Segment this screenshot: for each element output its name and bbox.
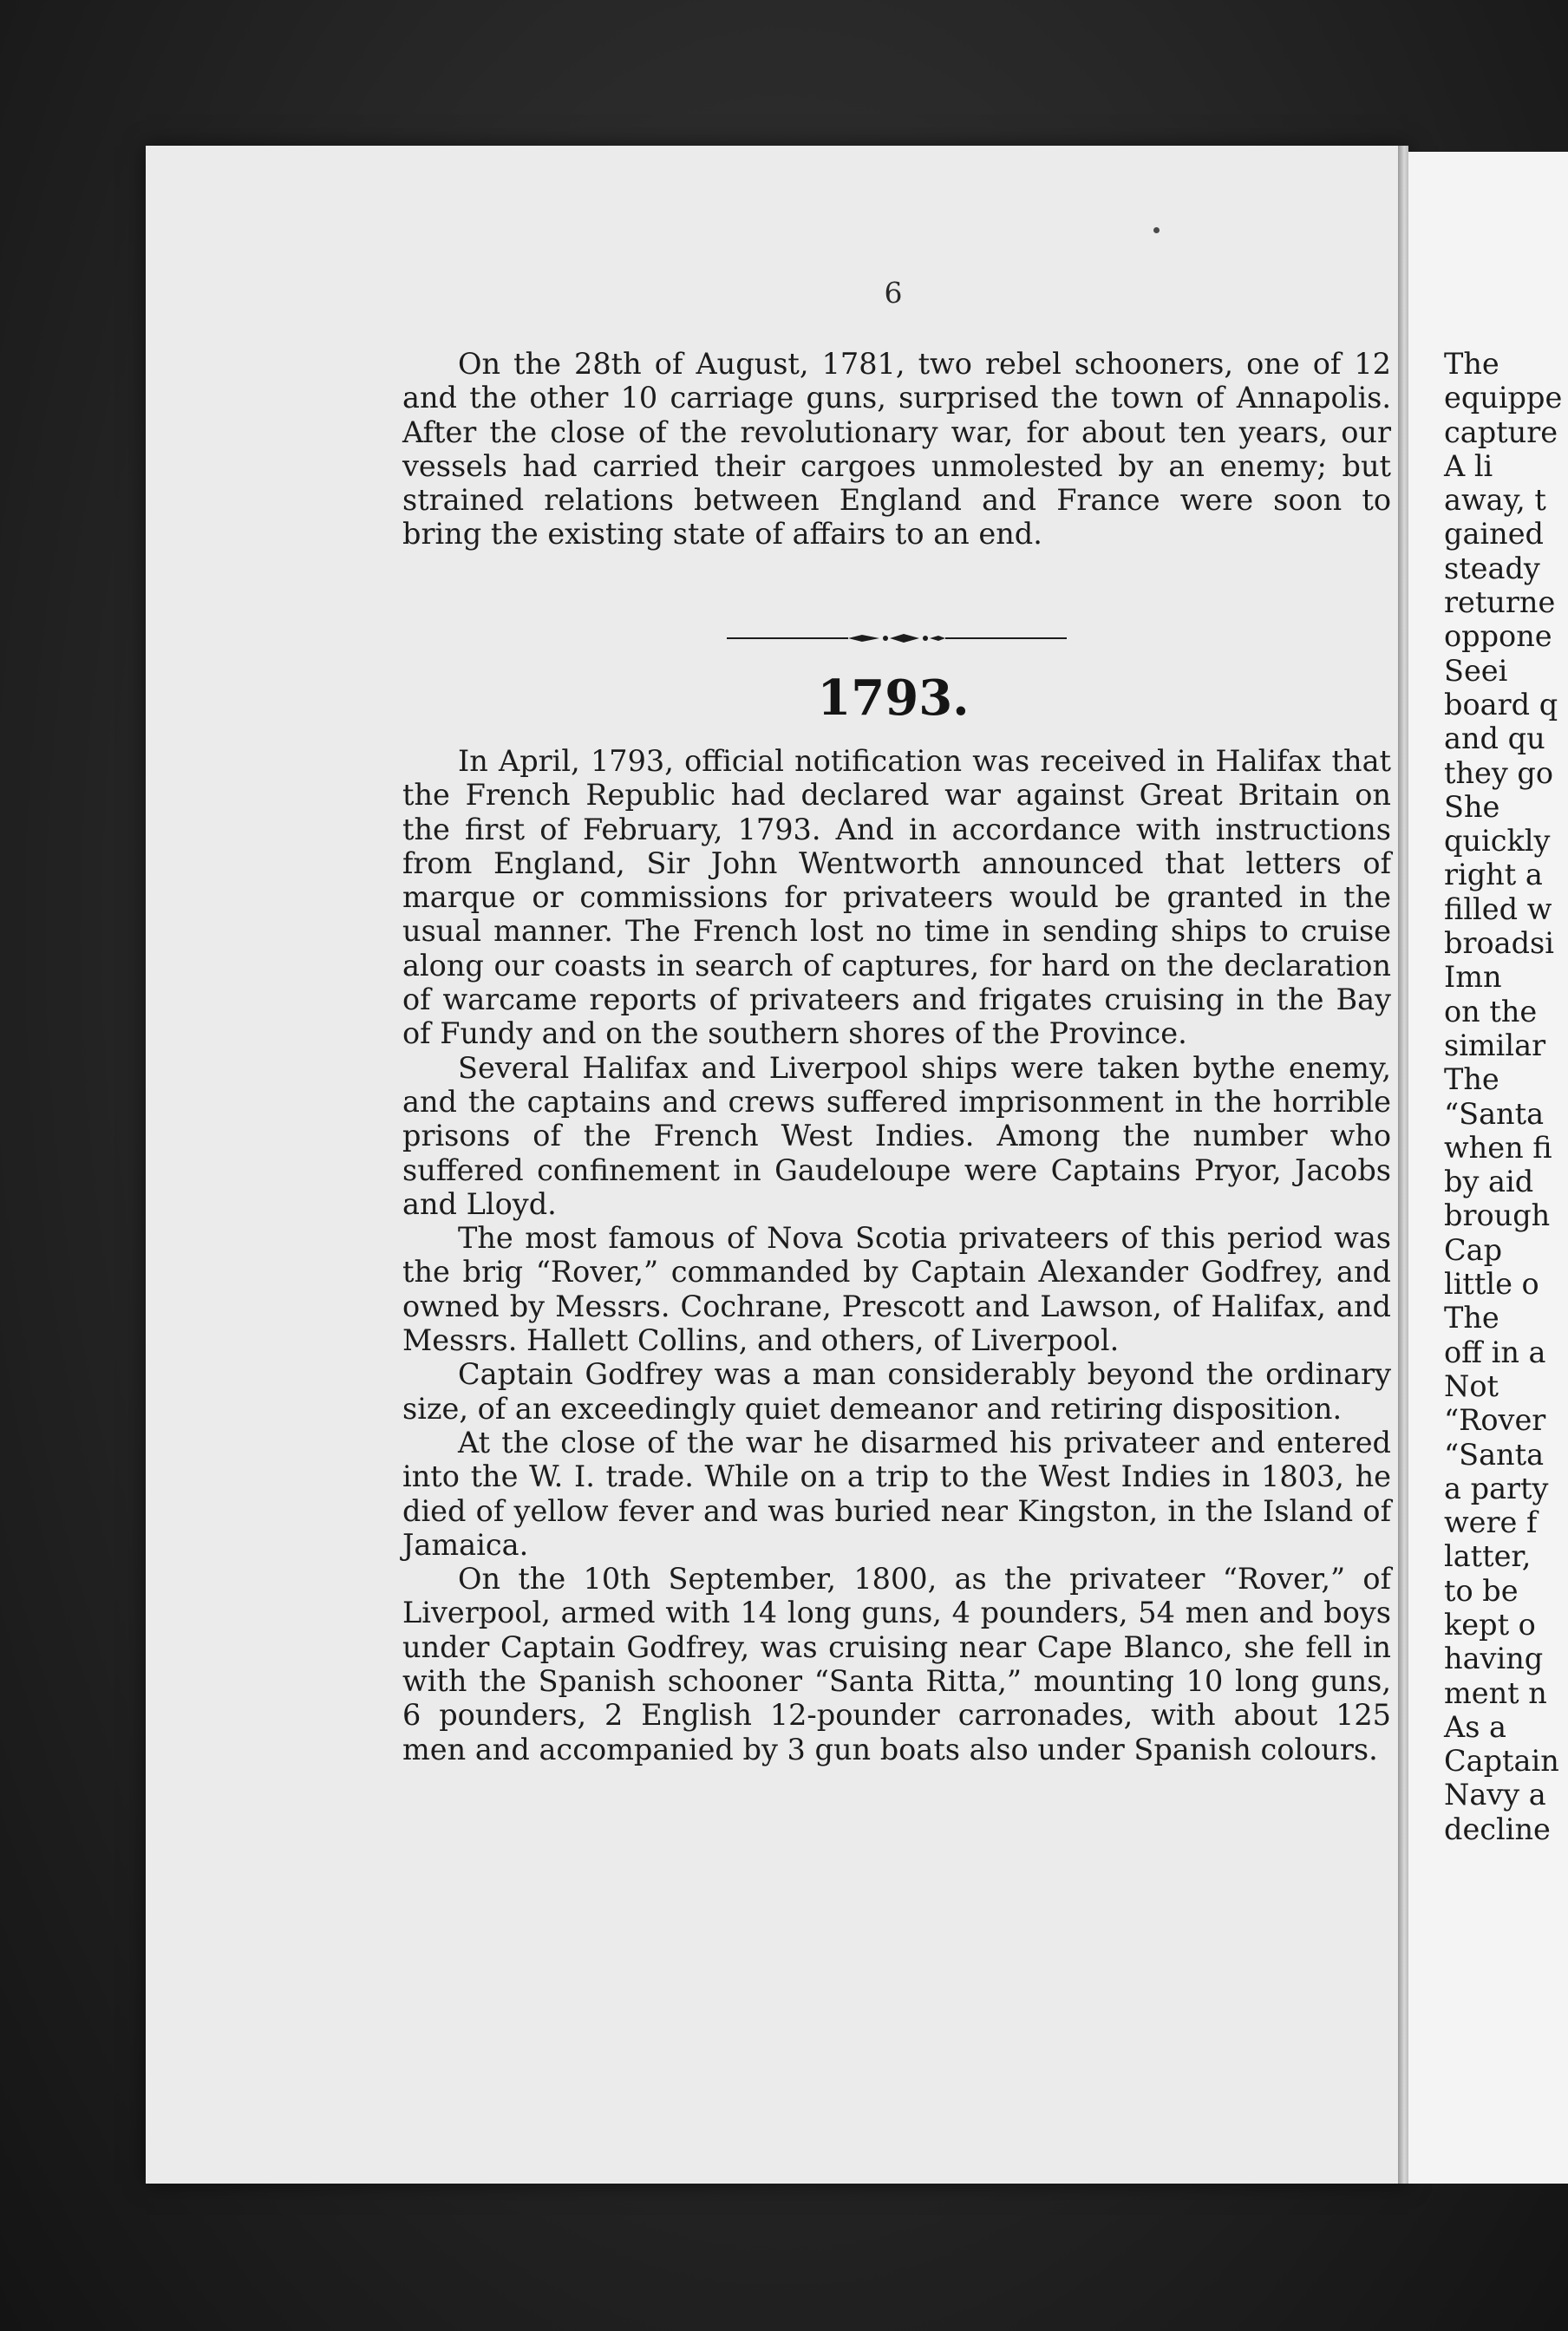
facing-page-text (1444, 347, 1568, 1846)
ink-speck (1153, 227, 1160, 233)
facing-line: Navy a (1444, 1778, 1546, 1812)
facing-line: “Rover (1444, 1403, 1546, 1438)
facing-line: similar (1444, 1028, 1546, 1062)
facing-line: board q (1444, 687, 1558, 722)
intro-text-block (402, 347, 1391, 552)
facing-line: “Santa (1444, 1437, 1545, 1472)
facing-line: She (1444, 789, 1500, 824)
facing-line: filled w (1444, 891, 1552, 926)
facing-line: Seei (1444, 653, 1508, 688)
facing-line: Captain (1444, 1744, 1559, 1779)
facing-line: latter, (1444, 1539, 1532, 1574)
facing-line: A li (1444, 448, 1493, 483)
paragraph: The most famous of Nova Scotia privateers of this period was the brig “Rover,” commanded by Captain Alexander Godfrey, and owned by Messrs. Cochrane, Prescott and Lawson, of Halifax, and Messrs. Hallett Collins, and others, of Liverpool. (402, 1221, 1391, 1358)
body-text-block (402, 744, 1391, 1766)
facing-line: returne (1444, 585, 1556, 620)
facing-line: As a (1444, 1709, 1507, 1744)
facing-line: when fi (1444, 1130, 1552, 1165)
paragraph: In April, 1793, official notification was received in Halifax that the French Republic had declared war against Great Britain on the first of February, 1793. And in accordance with instructions from England, Sir John Wentworth announced that letters of marque or commissions for privateers would be granted in the usual manner. The French lost no time in sending ships to cruise along our coasts in search of captures, for hard on the declaration of warcame reports of privateers and frigates cruising in the Bay of Fundy and on the southern shores of the Province. (402, 744, 1391, 1051)
facing-line: a party (1444, 1471, 1549, 1505)
paragraph: On the 10th September, 1800, as the privateer “Rover,” of Liverpool, armed with 14 long guns, 4 pounders, 54 men and boys under Captain Godfrey, was cruising near Cape Blanco, she fell in with the Spanish schooner “Santa Ritta,” mounting 10 long guns, 6 pounders, 2 English 12-pounder carronades, with about 125 men and accompanied by 3 gun boats also under Spanish colours. (402, 1562, 1391, 1766)
facing-line: The (1444, 1062, 1499, 1097)
facing-line: kept o (1444, 1607, 1536, 1642)
facing-line: decline (1444, 1812, 1551, 1846)
facing-line: The (1444, 1301, 1499, 1335)
facing-line: having (1444, 1642, 1544, 1676)
facing-line: broadsi (1444, 926, 1554, 961)
facing-line: to be (1444, 1573, 1519, 1608)
facing-line: on the (1444, 994, 1538, 1028)
facing-line: equippe (1444, 381, 1563, 415)
intro-paragraph: On the 28th of August, 1781, two rebel schooners, one of 12 and the other 10 carriage guns, surprised the town of Annapolis. After the close of the revolutionary war, for about ten years, our vessels had carried their cargoes unmolested by an enemy; but strained relations between England and France were soon to bring the existing state of affairs to an end. (402, 347, 1391, 552)
facing-line: Not (1444, 1368, 1499, 1403)
ornamental-divider (727, 630, 1067, 647)
page-number: 6 (884, 276, 903, 310)
facing-line: Cap (1444, 1232, 1503, 1267)
facing-line: “Santa (1444, 1096, 1545, 1131)
facing-line: quickly (1444, 824, 1551, 859)
book-gutter (1398, 146, 1408, 2184)
facing-line: away, t (1444, 483, 1546, 518)
facing-line: ment n (1444, 1675, 1547, 1710)
facing-line: right a (1444, 858, 1543, 892)
paragraph: Captain Godfrey was a man considerably beyond the ordinary size, of an exceedingly quiet demeanor and retiring disposition. (402, 1357, 1391, 1426)
facing-line: and qu (1444, 722, 1545, 756)
paragraph: Several Halifax and Liverpool ships were taken bythe enemy, and the captains and crews suffered imprisonment in the horrible prisons of the French West Indies. Among the number who suffered confinement in Gaudeloupe were Captains Pryor, Jacobs and Lloyd. (402, 1050, 1391, 1221)
facing-line: capture (1444, 415, 1558, 449)
facing-line: brough (1444, 1198, 1551, 1233)
facing-line: The (1444, 347, 1499, 381)
facing-line: gained (1444, 517, 1544, 552)
facing-line: they go (1444, 755, 1554, 790)
facing-line: were f (1444, 1505, 1538, 1540)
paragraph: At the close of the war he disarmed his privateer and entered into the W. I. trade. While on a trip to the West Indies in 1803, he died of yellow fever and was buried near Kingston, in the Island of Jamaica. (402, 1425, 1391, 1562)
facing-line: little o (1444, 1267, 1539, 1302)
facing-line: off in a (1444, 1335, 1546, 1369)
facing-line: by aid (1444, 1165, 1534, 1199)
facing-line: steady (1444, 551, 1540, 585)
section-heading: 1793. (817, 669, 970, 727)
facing-line: Imn (1444, 960, 1502, 995)
facing-line: oppone (1444, 619, 1552, 654)
